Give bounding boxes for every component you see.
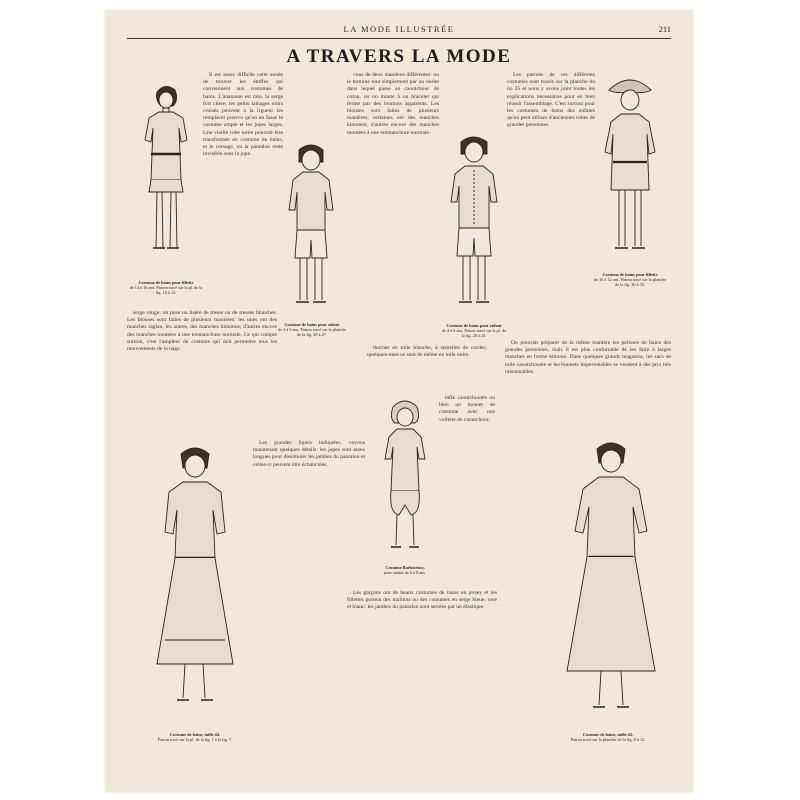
paragraph: taffe caoutchoutée ou bien un bonnet de cretonne avec une voilette de caoutchouc.: [439, 395, 495, 423]
paragraph: thornes en toile blanche, à semelles de cordes; quelques-unes se sont de même en toile noire.: [367, 345, 487, 359]
figure-2-sub: de 4 à 6 ans. Patron tracé sur la planche de la fig. 20 à 27.: [277, 327, 346, 338]
text-column-1-top: [203, 72, 283, 342]
figure-6-illustration: [377, 395, 433, 565]
paragraph: On pourrait préparer de la même manière les pelisses de bains des grandes personnes, mais il est plus confortable de les faire à larges manches en forme kimono. Dans quelques grands magasins, les sacs de toile caoutchoutée et les bonnets imperméables se vendent à des prix très raisonnables.: [505, 340, 671, 375]
figure-4-illustration: [597, 70, 663, 270]
paragraph: vous de deux manières différentes: ou le termine tout simplement par un ourlet dans lequel passe un caoutchouc de coton, ou on monte à un bracelet qui ferme par des boutons apparents. Les blouses sont faites de plusieurs manières; certaines ont des manches kimonos; d'autres encore des manches montées à une emmanchure normale.: [347, 72, 439, 136]
figure-3-title: Costume de bains pour enfant: [446, 323, 502, 328]
figure-3-caption: [441, 323, 507, 339]
figure-7-sub: Patron tracé sur la planche de la fig. 8 à 12.: [570, 737, 646, 743]
text-column-center-left: [367, 345, 487, 393]
figure-2-caption: [277, 322, 347, 338]
header-rule: [127, 38, 671, 39]
figure-6-caption: [367, 565, 443, 575]
page-number: 211: [658, 24, 671, 34]
paragraph: Les patrons de ces différents costumes sont tracés sur la planche du no 25 et nous y avons joint toutes les explications nécessaires pour en bien réussir l'assemblage. C'est surtout pour les costumes de bains des enfants qu'on peut utiliser d'anciennes robes de grandes personnes.: [507, 72, 595, 129]
figure-2-illustration: [281, 140, 341, 320]
figure-5-sub: Patron tracé sur la pl. de la fig. 1 à la fig. 7.: [157, 737, 233, 743]
figure-6-title: Costume Barboteuse,: [385, 565, 425, 570]
figure-5-illustration: [145, 440, 245, 720]
text-column-right-bottom: [505, 340, 671, 760]
magazine-page: [105, 10, 693, 792]
figure-4-title: Costume de bains pour fillette: [602, 272, 658, 277]
text-column-1-bottom: [127, 310, 277, 430]
figure-6-sub: pour enfant de 6 à 8 ans.: [383, 570, 427, 576]
text-column-center-mid: [439, 395, 495, 555]
figure-7-title: Costume de bains, taille 42.: [582, 732, 634, 737]
article-title: A TRAVERS LA MODE: [286, 46, 512, 67]
figure-3-sub: de 4 à 6 ans. Patron tracé sur la pl. de la fig. 20 à 23.: [441, 328, 507, 339]
figure-5-caption: [145, 732, 245, 742]
paragraph: serge rouge; on pose un liséré de tresse ou de tresses blanches. Les blouses sont faites de plusieurs manières: les unes ont des manches raglan, les autres, des manches kimonos; d'autres encore des manches montées à une emmanchure normale. Ce qui compte surtout, c'est l'ampleur du costume qui doit permettre tous les mouvements de la nage.: [127, 310, 277, 353]
figure-2-title: Costume de bains pour enfant: [284, 322, 340, 327]
text-column-4: [507, 72, 595, 332]
figure-1-sub: de 14 à 16 ans. Patron tracé sur la pl. de la fig. 10 à 15.: [129, 285, 203, 296]
figure-5-title: Costume de bains, taille 44.: [169, 732, 221, 737]
figure-4-sub: de 10 à 12 ans. Patron tracé sur la planche de la fig. 30 à 35.: [593, 277, 667, 288]
paragraph: Les grandes lignes indiquées, voyons maintenant quelques détails: les jupes sont assez longues pour dissimuler les jambes du pantalon et celles-ci peuvent être échancrées.: [253, 440, 365, 468]
magazine-name: LA MODE ILLUSTRÉE: [343, 24, 455, 34]
figure-1-illustration: [135, 80, 197, 280]
figure-1-caption: [127, 280, 205, 296]
text-column-center-bottom: [347, 590, 497, 780]
figure-4-caption: [593, 272, 667, 288]
paragraph: Les garçons ont de beaux costumes de bains en jersey et les fillettes portent des maillots ou des costumes en serge bleue, rose et blanc; les jambes du pantalon sont serrées par un élastique.: [347, 590, 497, 611]
text-column-2: [347, 72, 439, 312]
figure-1-title: Costume de bains pour fillette: [138, 280, 194, 285]
figure-3-illustration: [443, 130, 505, 320]
page-header: [105, 24, 693, 38]
paragraph: Il est assez difficile cette année de trouver les étoffes qui conviennent aux costumes de bains. L'ananasse est rare, la serge fort chère; les petits lainages noirs croisés peuvent à la rigueur les remplacer pourvu qu'on en fasse le costume ample et les jupes larges. Une vieille robe noire pourrait être transformée en costume de bains, et le corsage, ou la pantalon reste invisible sous la jupe.: [203, 72, 283, 158]
